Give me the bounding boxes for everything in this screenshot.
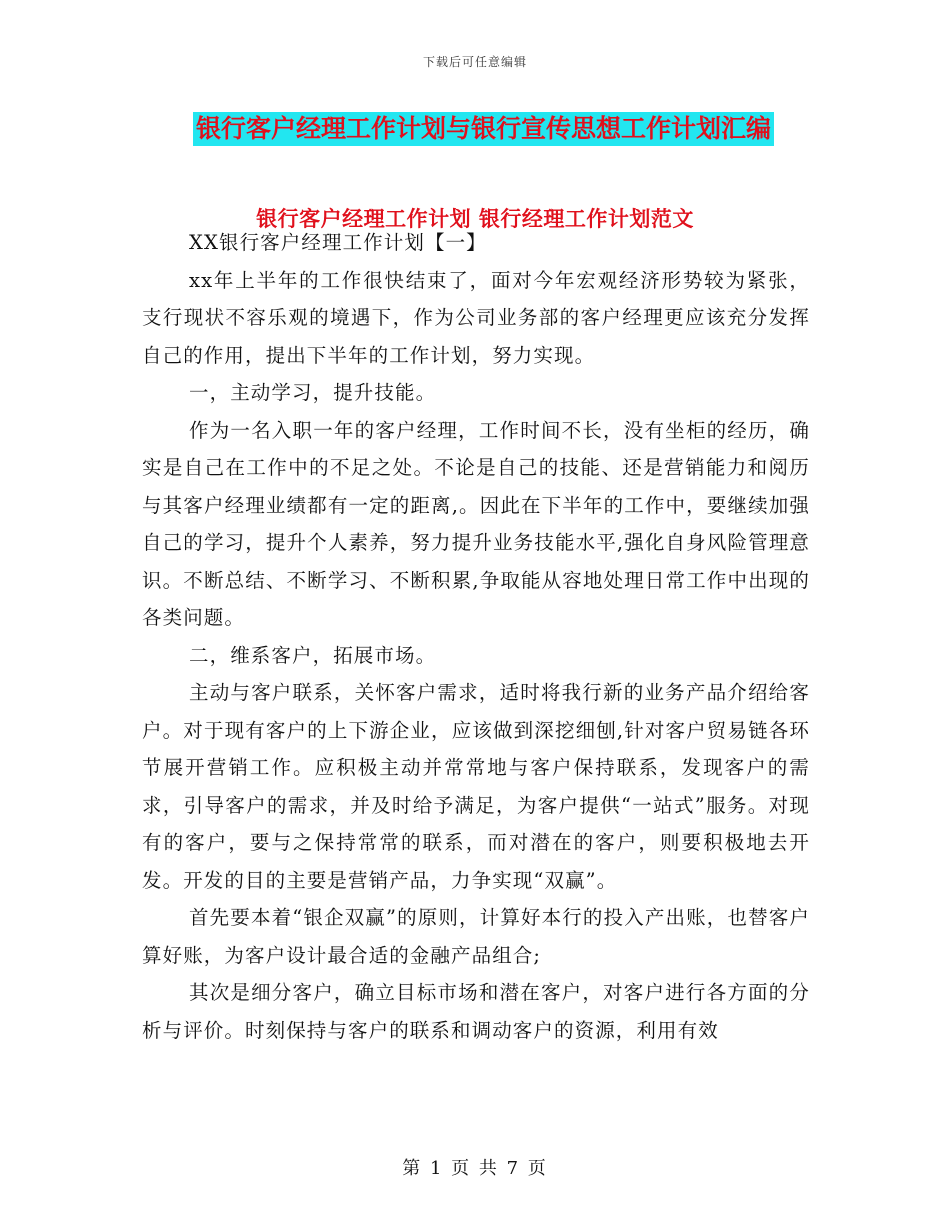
paragraph: 作为一名入职一年的客户经理，工作时间不长，没有坐柜的经历，确实是自己在工作中的不足之处。不论是自己的技能、还是营销能力和阅历与其客户经理业绩都有一定的距离,。因此在下半年的工作中，要继续加强自己的学习，提升个人素养，努力提升业务技能水平,强化自身风险管理意识。不断总结、不断学习、不断积累,争取能从容地处理日常工作中出现的各类问题。	[142, 418, 810, 629]
document-title: 银行客户经理工作计划与银行宣传思想工作计划汇编	[193, 112, 774, 146]
document-body	[142, 224, 810, 1049]
header-note: 下载后可任意编辑	[422, 55, 527, 69]
document-subtitle: 银行客户经理工作计划 银行经理工作计划范文	[256, 207, 694, 231]
paragraph: 二，维系客户，拓展市场。	[189, 643, 437, 667]
title-container	[193, 112, 774, 146]
page-number: 第 1 页 共 7 页	[402, 1158, 548, 1179]
paragraph: 首先要本着“银企双赢”的原则，计算好本行的投入产出账，也替客户算好账，为客户设计最合适的金融产品组合;	[142, 906, 810, 967]
paragraph: 其次是细分客户，确立目标市场和潜在客户，对客户进行各方面的分析与评价。时刻保持与客户的联系和调动客户的资源，利用有效	[142, 981, 810, 1042]
paragraph: 一，主动学习，提升技能。	[189, 381, 437, 404]
paragraph: XX银行客户经理工作计划【一】	[189, 231, 487, 254]
paragraph: 主动与客户联系，关怀客户需求，适时将我行新的业务产品介绍给客户。对于现有客户的上下游企业，应该做到深挖细刨,针对客户贸易链各环节展开营销工作。应积极主动并常常地与客户保持联系，发现客户的需求，引导客户的需求，并及时给予满足，为客户提供“一站式”服务。对现有的客户，要与之保持常常的联系，而对潜在的客户，则要积极地去开发。开发的目的主要是营销产品，力争实现“双赢”。	[142, 681, 810, 892]
paragraph: xx年上半年的工作很快结束了，面对今年宏观经济形势较为紧张，支行现状不容乐观的境遇下，作为公司业务部的客户经理更应该充分发挥自己的作用，提出下半年的工作计划，努力实现。	[142, 268, 810, 367]
